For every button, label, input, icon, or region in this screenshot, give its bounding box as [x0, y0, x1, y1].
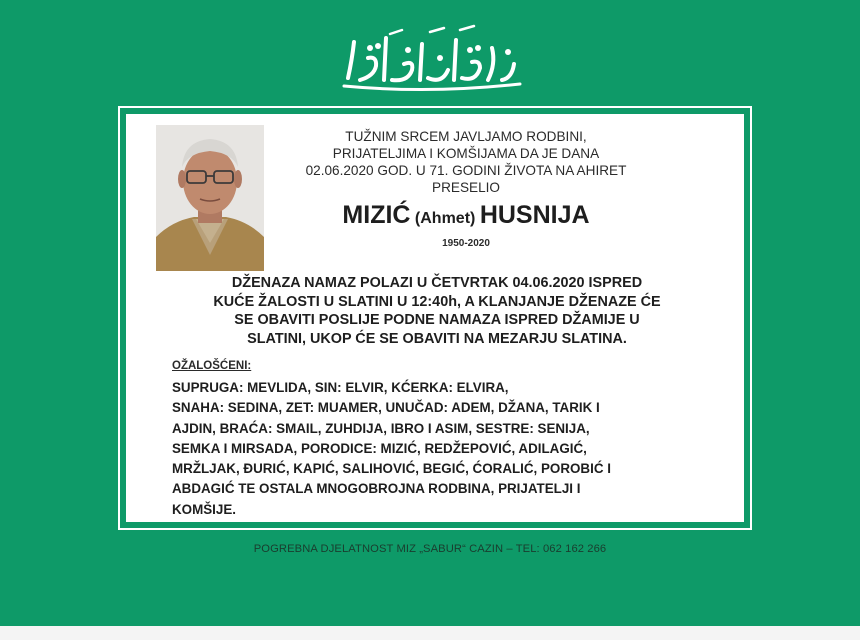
- announcement-line: PRESELIO: [432, 180, 500, 195]
- page-edge: [0, 626, 860, 640]
- announcement-line: 02.06.2020 GOD. U 71. GODINI ŽIVOTA NA AHIRET: [305, 163, 627, 178]
- mourners-line: SEMKA I MIRSADA, PORODICE: MIZIĆ, REDŽEPOVIĆ, ADILAGIĆ,: [172, 440, 587, 456]
- life-years: 1950-2020: [442, 238, 490, 249]
- mourners-line: SUPRUGA: MEVLIDA, SIN: ELVIR, KĆERKA: ELVIRA,: [172, 380, 509, 395]
- notice-card: [126, 114, 744, 522]
- announcement-line: PRIJATELJIMA I KOMŠIJAMA DA JE DANA: [332, 146, 600, 161]
- announcement-line: TUŽNIM SRCEM JAVLJAMO RODBINI,: [345, 129, 587, 144]
- first-name: HUSNIJA: [479, 201, 590, 229]
- arabic-calligraphy-icon: [330, 20, 530, 100]
- mourners-line: AJDIN, BRAĆA: SMAIL, ZUHDIJA, IBRO I ASIM, SESTRE: SENIJA,: [172, 420, 590, 436]
- surname: MIZIĆ: [342, 201, 411, 229]
- funeral-line: KUĆE ŽALOSTI U SLATINI U 12:40h, A KLANJANJE DŽENAZE ĆE: [213, 293, 661, 310]
- funeral-line: SE OBAVITI POSLIJE PODNE NAMAZA ISPRED DŽAMIJE U: [234, 312, 640, 329]
- deceased-name: [276, 201, 656, 230]
- funeral-details: [156, 274, 718, 348]
- funeral-line: SLATINI, UKOP ĆE SE OBAVITI NA MEZARJU SLATINA.: [247, 330, 627, 347]
- mourners-list: [172, 378, 712, 520]
- father-name: (Ahmet): [414, 210, 476, 227]
- mourners-line: SNAHA: SEDINA, ZET: MUAMER, UNUČAD: ADEM, DŽANA, TARIK I: [172, 400, 600, 416]
- announcement-text: [276, 128, 656, 196]
- mourners-line: MRŽLJAK, ĐURIĆ, KAPIĆ, SALIHOVIĆ, BEGIĆ, ĆORALIĆ, POROBIĆ I: [172, 461, 611, 477]
- funeral-line: DŽENAZA NAMAZ POLAZI U ČETVRTAK 04.06.2020 ISPRED: [231, 275, 643, 291]
- mourners-line: KOMŠIJE.: [172, 501, 236, 517]
- card-border: [118, 106, 752, 530]
- mourners-heading: OŽALOŠĆENI:: [172, 360, 252, 372]
- portrait-photo: [156, 125, 264, 271]
- funeral-service-footer: POGREBNA DJELATNOST MIZ „SABUR“ CAZIN – TEL: 062 162 266: [253, 543, 607, 555]
- mourners-line: ABDAGIĆ TE OSTALA MNOGOBROJNA RODBINA, PRIJATELJI I: [172, 481, 581, 497]
